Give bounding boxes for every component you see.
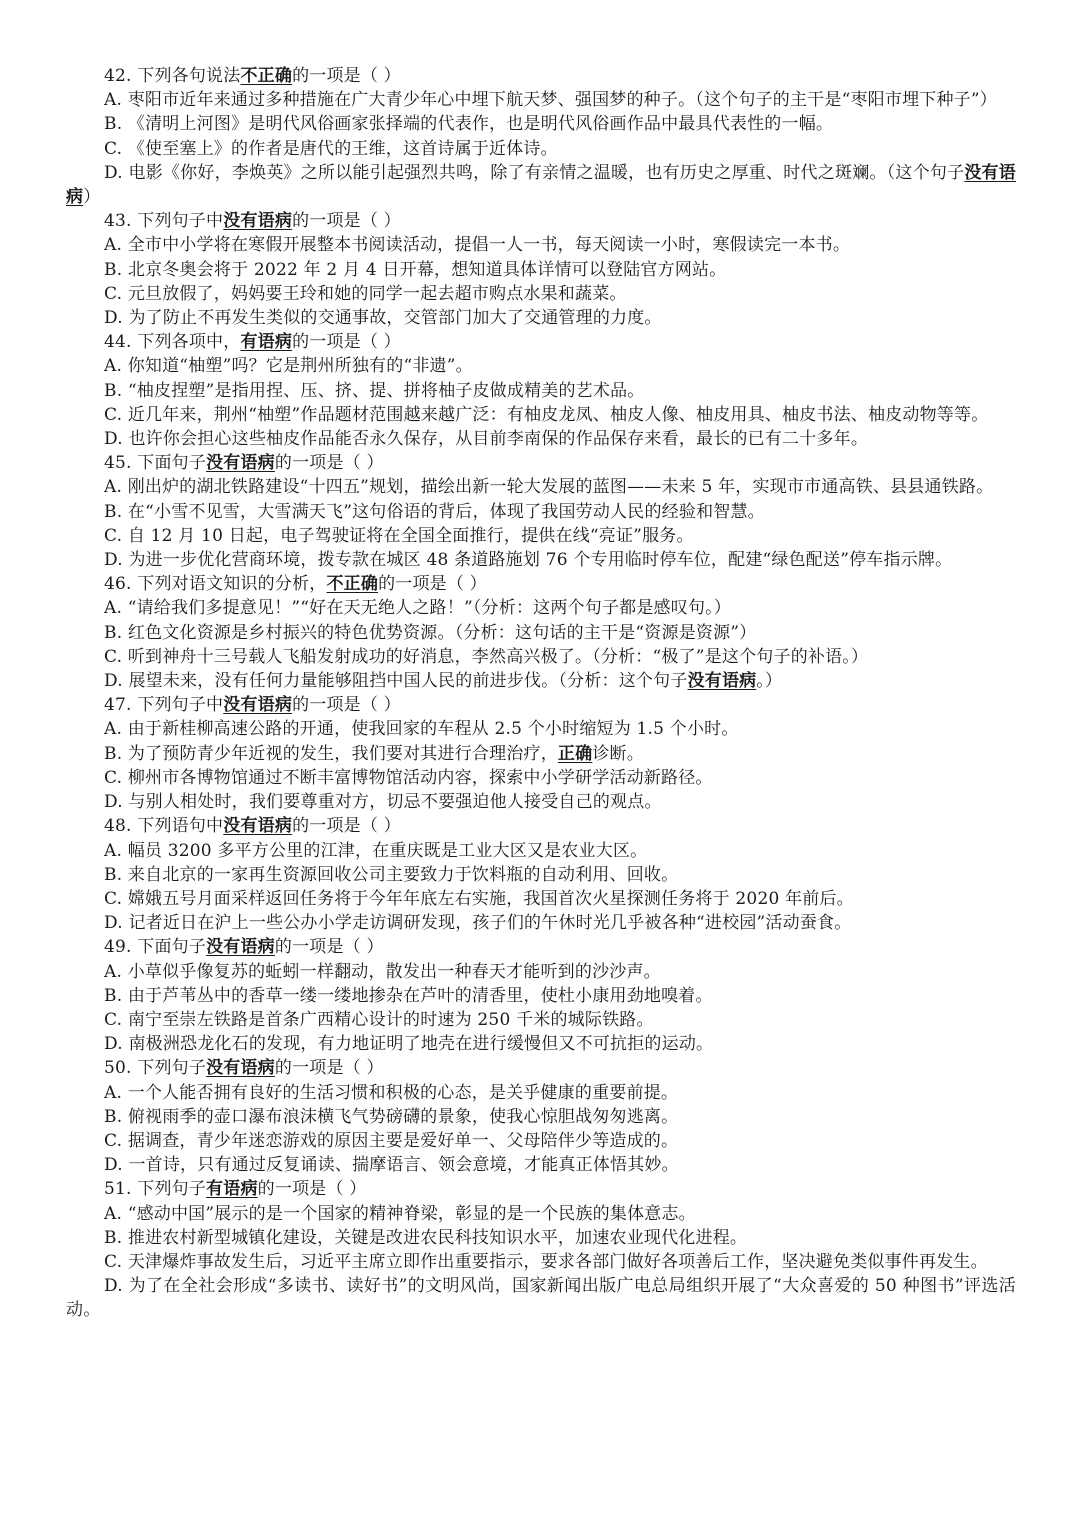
stem-text: 的一项是（ ） [274, 937, 384, 958]
option-letter: A. [104, 356, 128, 377]
option-text: 嫦娥五号月面采样返回任务将于今年年底左右实施，我国首次火星探测任务将于 2020 年前后。 [127, 888, 854, 909]
question-stem [66, 330, 1016, 354]
answer-option [66, 790, 1016, 814]
option-text: 红色文化资源是乡村振兴的特色优势资源。（分析：这句话的主干是“资源是资源”） [127, 622, 757, 643]
stem-keyword: 没有语病 [206, 453, 275, 474]
option-text: 为了防止不再发生类似的交通事故，交管部门加大了交通管理的力度。 [128, 308, 662, 329]
answer-option [66, 282, 1016, 306]
option-text: 一个人能否拥有良好的生活习惯和积极的心态，是关乎健康的重要前提。 [127, 1082, 679, 1103]
answer-option [66, 863, 1016, 887]
stem-text: 下面句子 [137, 937, 207, 958]
answer-option [66, 1202, 1016, 1226]
option-text: 推进农村新型城镇化建设，关键是改进农民科技知识水平，加速农业现代化进程。 [127, 1227, 748, 1248]
question-stem [66, 64, 1016, 88]
stem-text: 下列语句中 [137, 816, 224, 837]
question-number: 45. [104, 453, 138, 474]
question-number: 48. [104, 816, 138, 837]
option-letter: D. [104, 1034, 129, 1055]
answer-option [66, 1129, 1016, 1153]
option-letter: B. [104, 380, 128, 401]
answer-option [66, 233, 1016, 257]
stem-keyword: 不正确 [326, 574, 379, 595]
stem-text: 下列各句说法 [137, 66, 241, 86]
stem-text: 的一项是（ ） [257, 1179, 367, 1200]
option-text: 来自北京的一家再生资源回收公司主要致力于饮料瓶的自动利用、回收。 [127, 864, 679, 885]
option-text: 诊断。 [592, 743, 644, 764]
option-letter: C. [104, 1130, 128, 1151]
stem-text: 的一项是（ ） [274, 453, 384, 474]
answer-option [66, 1081, 1016, 1105]
option-text: 小草似乎像复苏的蚯蚓一样翻动，散发出一种春天才能听到的沙沙声。 [127, 961, 661, 982]
answer-option [66, 548, 1016, 572]
stem-text: 下列句子 [137, 1058, 207, 1079]
stem-text: 的一项是（ ） [292, 332, 401, 353]
option-text: 听到神舟十三号载人飞船发射成功的好消息，李然高兴极了。（分析：“极了”是这个句子的补语。） [127, 646, 869, 667]
option-letter: C. [104, 283, 128, 304]
answer-option [66, 88, 1016, 112]
option-letter: D. [104, 429, 129, 450]
option-text: 枣阳市近年来通过多种措施在广大青少年心中埋下航天梦、强国梦的种子。（这个句子的主干是“枣阳市埋下种子”） [127, 90, 997, 111]
option-text: 俯视雨季的壶口瀑布浪沫横飞气势磅礴的景象，使我心惊胆战匆匆逃离。 [127, 1106, 679, 1127]
answer-option [66, 475, 1016, 499]
answer-option [66, 839, 1016, 863]
answer-option [66, 645, 1016, 669]
option-letter: A. [104, 90, 128, 111]
stem-text: 的一项是（ ） [292, 66, 401, 86]
option-letter: A. [104, 1082, 128, 1103]
stem-keyword: 不正确 [240, 66, 293, 86]
option-text: 一首诗，只有通过反复诵读、揣摩语言、领会意境，才能真正体悟其妙。 [128, 1155, 679, 1176]
option-letter: B. [104, 501, 128, 522]
option-letter: C. [104, 888, 128, 909]
option-keyword: 正确 [557, 743, 593, 764]
option-text: 为进一步优化营商环境，拨专款在城区 48 条道路施划 76 个专用临时停车位，配建“绿色配送”停车指示牌。 [128, 550, 953, 571]
option-text: 展望未来，没有任何力量能够阻挡中国人民的前进步伐。（分析：这个句子 [128, 671, 688, 692]
option-letter: B. [104, 622, 128, 643]
option-text: 也许你会担心这些柚皮作品能否永久保存，从目前李南保的作品保存来看，最长的已有二十多年。 [128, 429, 869, 450]
stem-text: 下列句子 [137, 1179, 207, 1200]
option-letter: A. [104, 1203, 128, 1224]
stem-text: 下列各项中， [137, 332, 241, 353]
option-text: 柳州市各博物馆通过不断丰富博物馆活动内容，探索中小学研学活动新路径。 [127, 767, 713, 788]
option-text: 。） [756, 671, 783, 692]
option-text: 《清明上河图》是明代风俗画家张择端的代表作，也是明代风俗画作品中最具代表性的一幅。 [127, 114, 834, 135]
answer-option [66, 306, 1016, 330]
answer-option [66, 766, 1016, 790]
option-letter: B. [104, 114, 128, 135]
option-letter: D. [104, 792, 129, 813]
answer-option [66, 1032, 1016, 1056]
stem-keyword: 有语病 [240, 332, 293, 353]
answer-option [66, 669, 1016, 693]
option-letter: A. [104, 961, 128, 982]
answer-option [66, 1226, 1016, 1250]
question-stem [66, 693, 1016, 717]
answer-option [66, 1274, 1016, 1322]
option-letter: B. [104, 864, 128, 885]
question-stem [66, 1056, 1016, 1080]
exam-page [66, 64, 1016, 1323]
option-letter: A. [104, 598, 128, 619]
answer-option [66, 621, 1016, 645]
answer-option [66, 887, 1016, 911]
question-stem [66, 209, 1016, 233]
stem-keyword: 没有语病 [223, 816, 293, 837]
option-text: 为了预防青少年近视的发生，我们要对其进行合理治疗， [127, 743, 558, 764]
answer-option [66, 354, 1016, 378]
option-letter: C. [104, 525, 128, 546]
option-keyword: 没有语病 [66, 162, 1016, 208]
option-text: 在“小雪不见雪，大雪满天飞”这句俗语的背后，体现了我国劳动人民的经验和智慧。 [127, 501, 765, 522]
option-text: “柚皮捏塑”是指用捏、压、挤、提、拼将柚子皮做成精美的艺术品。 [127, 380, 645, 401]
option-text: 刚出炉的湖北铁路建设“十四五”规划，描绘出新一轮大发展的蓝图——未来 5 年，实现市市通高铁、县县通铁路。 [127, 477, 994, 498]
answer-option [66, 717, 1016, 741]
option-letter: B. [104, 1106, 128, 1127]
option-letter: C. [104, 1009, 128, 1030]
option-letter: D. [104, 550, 129, 571]
stem-text: 的一项是（ ） [292, 816, 401, 837]
option-text: 天津爆炸事故发生后，习近平主席立即作出重要指示，要求各部门做好各项善后工作，坚决避免类似事件再发生。 [127, 1251, 988, 1272]
stem-keyword: 有语病 [206, 1179, 258, 1200]
option-text: 近几年来，荆州“柚塑”作品题材范围越来越广泛：有柚皮龙凤、柚皮人像、柚皮用具、柚皮书法、柚皮动物等等。 [127, 404, 989, 425]
answer-option [66, 500, 1016, 524]
option-text: 元旦放假了，妈妈要王玲和她的同学一起去超市购点水果和蔬菜。 [127, 283, 627, 304]
option-letter: C. [104, 646, 128, 667]
question-number: 43. [104, 211, 138, 232]
option-letter: D. [104, 162, 129, 183]
option-text: 幅员 3200 多平方公里的江津，在重庆既是工业大区又是农业大区。 [127, 840, 648, 861]
option-letter: B. [104, 743, 128, 764]
stem-keyword: 没有语病 [206, 1058, 275, 1079]
option-letter: A. [104, 840, 128, 861]
answer-option [66, 1105, 1016, 1129]
answer-option [66, 137, 1016, 161]
option-letter: C. [104, 404, 128, 425]
stem-keyword: 没有语病 [206, 937, 275, 958]
question-stem [66, 572, 1016, 596]
option-text: 为了在全社会形成“多读书、读好书”的文明风尚，国家新闻出版广电总局组织开展了“大众喜爱的 50 种图书”评选活动。 [66, 1276, 1017, 1321]
option-letter: D. [104, 913, 129, 934]
answer-option [66, 258, 1016, 282]
option-letter: B. [104, 259, 128, 280]
stem-text: 的一项是（ ） [378, 574, 487, 595]
option-text: 自 12 月 10 日起，电子驾驶证将在全国全面推行，提供在线“亮证”服务。 [127, 525, 694, 546]
answer-option [66, 596, 1016, 620]
answer-option [66, 379, 1016, 403]
option-text: 你知道“柚塑”吗？它是荆州所独有的“非遗”。 [127, 356, 473, 377]
stem-text: 的一项是（ ） [274, 1058, 384, 1079]
option-text: “请给我们多提意见！”“好在天无绝人之路！”（分析：这两个句子都是感叹句。） [127, 598, 732, 619]
question-number: 42. [104, 66, 138, 86]
question-stem [66, 1177, 1016, 1201]
option-letter: D. [104, 671, 129, 692]
stem-text: 下列句子中 [137, 211, 224, 232]
option-text: 全市中小学将在寒假开展整本书阅读活动，提倡一人一书，每天阅读一小时，寒假读完一本书。 [127, 235, 851, 256]
option-text: 《使至塞上》的作者是唐代的王维，这首诗属于近体诗。 [127, 138, 558, 159]
option-text: 南宁至崇左铁路是首条广西精心设计的时速为 250 千米的城际铁路。 [127, 1009, 654, 1030]
question-number: 51. [104, 1179, 138, 1200]
option-letter: C. [104, 138, 128, 159]
question-stem [66, 935, 1016, 959]
answer-option [66, 403, 1016, 427]
option-text: ） [83, 187, 101, 208]
stem-text: 的一项是（ ） [292, 695, 401, 716]
question-number: 46. [104, 574, 138, 595]
stem-text: 下列句子中 [137, 695, 224, 716]
question-stem [66, 814, 1016, 838]
option-text: 南极洲恐龙化石的发现，有力地证明了地壳在进行缓慢但又不可抗拒的运动。 [128, 1034, 714, 1055]
option-letter: B. [104, 985, 128, 1006]
option-letter: A. [104, 719, 128, 740]
answer-option [66, 742, 1016, 766]
answer-option [66, 1153, 1016, 1177]
stem-keyword: 没有语病 [223, 695, 293, 716]
option-text: “感动中国”展示的是一个国家的精神脊梁，彰显的是一个民族的集体意志。 [127, 1203, 696, 1224]
option-letter: D. [104, 1155, 129, 1176]
option-letter: B. [104, 1227, 128, 1248]
answer-option [66, 112, 1016, 136]
stem-text: 下列对语文知识的分析， [137, 574, 327, 595]
stem-text: 下面句子 [137, 453, 207, 474]
option-text: 由于新桂柳高速公路的开通，使我回家的车程从 2.5 个小时缩短为 1.5 个小时。 [127, 719, 739, 740]
answer-option [66, 427, 1016, 451]
option-text: 据调查，青少年迷恋游戏的原因主要是爱好单一、父母陪伴少等造成的。 [127, 1130, 679, 1151]
question-number: 49. [104, 937, 138, 958]
answer-option [66, 1008, 1016, 1032]
question-number: 50. [104, 1058, 138, 1079]
answer-option [66, 1250, 1016, 1274]
option-letter: D. [104, 308, 129, 329]
stem-keyword: 没有语病 [223, 211, 293, 232]
option-text: 由于芦苇丛中的香草一缕一缕地掺杂在芦叶的清香里，使杜小康用劲地嗅着。 [127, 985, 713, 1006]
option-letter: A. [104, 235, 128, 256]
option-letter: C. [104, 1251, 128, 1272]
option-text: 记者近日在沪上一些公办小学走访调研发现，孩子们的午休时光几乎被各种“进校园”活动蚕食。 [128, 913, 852, 934]
answer-option [66, 524, 1016, 548]
stem-text: 的一项是（ ） [292, 211, 401, 232]
question-number: 44. [104, 332, 138, 353]
question-stem [66, 451, 1016, 475]
option-letter: C. [104, 767, 128, 788]
option-letter: D. [104, 1276, 129, 1297]
answer-option [66, 984, 1016, 1008]
option-text: 电影《你好，李焕英》之所以能引起强烈共鸣，除了有亲情之温暖，也有历史之厚重、时代之斑斓。（这个句子 [128, 162, 965, 183]
option-text: 与别人相处时，我们要尊重对方，切忌不要强迫他人接受自己的观点。 [128, 792, 662, 813]
answer-option [66, 911, 1016, 935]
option-text: 北京冬奥会将于 2022 年 2 月 4 日开幕，想知道具体详情可以登陆官方网站。 [127, 259, 727, 280]
option-letter: A. [104, 477, 128, 498]
question-number: 47. [104, 695, 138, 716]
answer-option [66, 161, 1016, 209]
answer-option [66, 960, 1016, 984]
option-keyword: 没有语病 [687, 671, 757, 692]
